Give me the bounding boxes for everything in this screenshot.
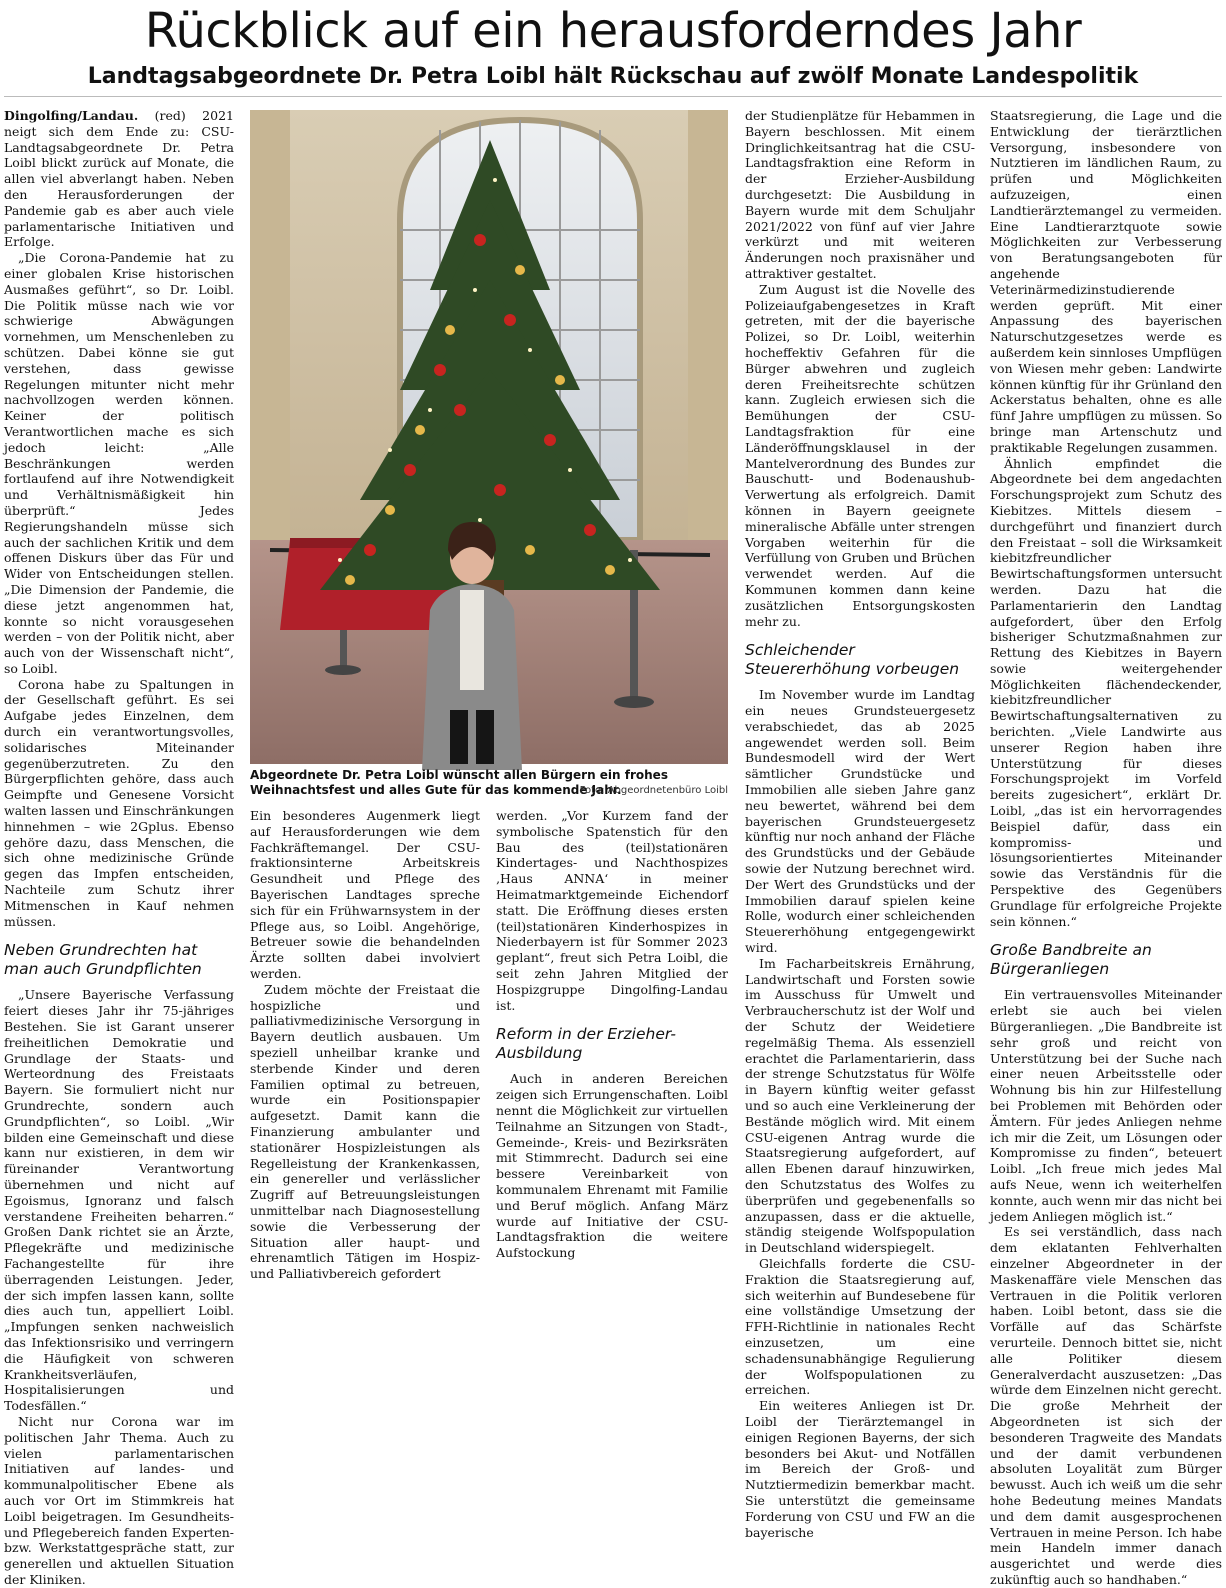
paragraph: Ein besonderes Augenmerk liegt auf Herausforderungen wie dem Fachkräftemangel. Der CSU-fraktionsinterne Arbeitskreis Gesundheit und Pflege des Bayerischen Landtages spreche sich für ein Frühwarnsystem in der Pflege aus, so Loibl. Angehörige, Betreuer sowie die behandelnden Ärzte sollten dabei involviert werden.	[250, 808, 480, 981]
paragraph: Zum August ist die Novelle des Polizeiaufgabengesetzes in Kraft getreten, mit der die bayerische Polizei, so Dr. Loibl, weiterhin hocheffektiv Gefahren für die Bürger abwehren und zugleich deren Freiheitsrechte schützen kann. Zugleich erwiesen sich die Bemühungen der CSU-Landtagsfraktion für eine Länderöffnungsklausel in der Mantelverordnung des Bundes zur Bauschutt- und Bodenaushub-Verwertung als erfolgreich. Damit können in Bayern geeignete mineralische Abfälle unter strengen Vorgaben weiterhin für die Verfüllung von Gruben und Brüchen verwendet werden. Auf die Kommunen kommen dann keine zusätzlichen Entsorgungskosten mehr zu.	[745, 281, 975, 629]
paragraph: Im Facharbeitskreis Ernährung, Landwirtschaft und Forsten sowie im Ausschuss für Umwelt und Verbraucherschutz ist der Wolf und der Schutz der Weidetiere regelmäßig Thema. Als essenziell erachtet die Parlamentarierin, dass der strenge Schutzstatus für Wölfe in Bayern künftig weiter gefasst und so auch eine Verkleinerung der Bestände möglich wird. Mit einem CSU-eigenen Antrag wurde die Staatsregierung aufgefordert, auf allen Ebenen darauf hinzuwirken, den Schutzstatus des Wolfes zu überprüfen und gegebenenfalls so anzupassen, dass er die aktuelle, ständig steigende Wolfspopulation in Deutschland widerspiegelt.	[745, 955, 975, 1256]
paragraph: Gleichfalls forderte die CSU-Fraktion die Staatsregierung auf, sich weiterhin auf Bundesebene für eine vollständige Umsetzung der FFH-Richtlinie in nationales Recht einzusetzen, um eine schadensunabhängige Regulierung der Wolfspopulationen zu erreichen.	[745, 1255, 975, 1398]
paragraph: Corona habe zu Spaltungen in der Gesellschaft geführt. Es sei Aufgabe jedes Einzelnen, dem durch ein verantwortungsvolles, solidarisches Miteinander gegenüberzutreten. Zu den Bürgerpflichten gehöre, dass auch Geimpfte und Genesene Vorsicht walten lassen und Einschränkungen hinnehmen – wie 2Gplus. Ebenso gehöre dazu, dass Menschen, die sich ohne medizinische Gründe gegen das Impfen entscheiden, Nachteile zum Schutz ihrer Mitmenschen in Kauf nehmen müssen.	[4, 676, 234, 929]
photo-caption	[250, 768, 728, 798]
paragraph: werden. „Vor Kurzem fand der symbolische Spatenstich für den Bau des (teil)stationären Kindertages- und Nachthospizes ‚Haus ANNA‘ in meiner Heimatmarktgemeinde Eichendorf statt. Die Eröffnung dieses ersten (teil)stationären Kinderhospizes in Niederbayern ist für Sommer 2023 geplant“, freut sich Petra Loibl, die seit zehn Jahren Mitglied der Hospizgruppe Dingolfing-Landau ist.	[496, 808, 728, 1013]
article-column-5	[990, 108, 1222, 1587]
section-heading: Neben Grundrechten hat man auch Grundpflichten	[4, 941, 202, 979]
paragraph: Im November wurde im Landtag ein neues Grundsteuergesetz verabschiedet, das ab 2025 angewendet werden soll. Beim Bundesmodell wird der Wert sämtlicher Grundstücke und Immobilien alle sieben Jahre ganz neu bewertet, während bei dem bayerischen Grundsteuergesetz künftig nur noch anhand der Fläche des Grundstücks und der Gebäude sowie der Nutzung berechnet wird. Der Wert des Grundstücks und der Immobilien darauf spielen keine Rolle, wodurch einer schleichenden Steuererhöhung entgegengewirkt wird.	[745, 687, 975, 956]
article-column-4	[745, 108, 975, 1540]
paragraph: Zudem möchte der Freistaat die hospizliche und palliativmedizinische Versorgung in Bayern deutlich ausbauen. Um speziell unheilbar kranke und sterbende Kinder und deren Familien optimal zu betreuen, wurde ein Positionspapier aufgesetzt. Damit kann die Finanzierung ambulanter und stationärer Hospizleistungen als Regelleistung der Krankenkassen, ein genereller und verlässlicher Zugriff auf Betreuungsleistungen unmittelbar nach Diagnosestellung sowie die Verbesserung der Situation aller haupt- und ehrenamtlich Tätigen im Hospiz- und Palliativbereich gefordert	[250, 981, 480, 1282]
headline: Rückblick auf ein herausforderndes Jahr	[144, 3, 1082, 59]
paragraph: Ein weiteres Anliegen ist Dr. Loibl der Tierärztemangel in einigen Regionen Bayerns, der sich besonders bei Akut- und Notfällen im Bereich der Groß- und Nutztiermedizin bemerkbar macht. Sie unterstützt die gemeinsame Forderung von CSU und FW an die bayerische	[745, 1398, 975, 1540]
paragraph	[4, 108, 234, 250]
paragraph: „Die Corona-Pandemie hat zu einer globalen Krise historischen Ausmaßes geführt“, so Dr. Loibl. Die Politik müsse nach wie vor schwierige Abwägungen vornehmen, um Menschenleben zu schützen. Dabei könne sie gut verstehen, dass gewisse Regelungen mitunter nicht mehr nachvollzogen werden können. Keiner der politisch Verantwortlichen mache es sich jedoch leicht: „Alle Beschränkungen werden fortlaufend auf ihre Notwendigkeit und Verhältnismäßigkeit hin überprüft.“ Jedes Regierungshandeln müsse sich auch der sachlichen Kritik und dem offenen Diskurs über das Für und Wider von Entscheidungen stellen. „Die Dimension der Pandemie, die diese jetzt angenommen hat, konnte so nicht vorausgesehen werden – von der Politik nicht, aber auch von der Wissenschaft nicht“, so Loibl.	[4, 250, 234, 676]
paragraph-text: (red) 2021 neigt sich dem Ende zu: CSU-Landtagsabgeordnete Dr. Petra Loibl blickt zurück auf Monate, die allen viel abverlangt haben. Neben den Herausforderungen der Pandemie gab es aber auch viele parlamentarische Initiativen und Erfolge.	[4, 108, 234, 250]
dateline: Dingolfing/Landau.	[4, 108, 139, 123]
paragraph: Nicht nur Corona war im politischen Jahr Thema. Auch zu vielen parlamentarischen Initiativen auf landes- und kommunalpolitischer Ebene als auch vor Ort im Stimmkreis hat Loibl beigetragen. Im Gesundheits- und Pflegebereich fanden Experten- bzw. Werkstattgespräche statt, zur generellen und aktuellen Situation der Kliniken.	[4, 1413, 234, 1587]
article-column-3	[496, 808, 728, 1480]
subheadline: Landtagsabgeordnete Dr. Petra Loibl hält Rückschau auf zwölf Monate Landespolitik	[87, 64, 1139, 89]
paragraph: Ein vertrauensvolles Miteinander erlebt sie auch bei vielen Bürgeranliegen. „Die Bandbreite ist sehr groß und reicht von Unterstützung bei der Suche nach einer neuen Arbeitsstelle oder Wohnung bis hin zur Hilfestellung bei Problemen mit Behörden oder Ämtern. Für jedes Anliegen nehme ich mir die Zeit, um Lösungen oder Kompromisse zu finden“, beteuert Loibl. „Ich freue mich jedes Mal aufs Neue, wenn ich weiterhelfen konnte, auch wenn mir das nicht bei jedem Anliegen möglich ist.“	[990, 987, 1222, 1224]
section-heading: Große Bandbreite an Bürgeranliegen	[990, 941, 1152, 979]
paragraph: Ähnlich empfindet die Abgeordnete bei dem angedachten Forschungsprojekt zum Schutz des Kiebitzes. Mittels diesem – durchgeführt und finanziert durch den Freistaat – soll die Wirksamkeit kiebitzfreundlicher Bewirtschaftungsformen untersucht werden. Dazu hat die Parlamentarierin den Landtag aufgefordert, über den Erfolg bisheriger Schutzmaßnahmen zur Rettung des Kiebitzes in Bayern sowie weitergehender Möglichkeiten flächendeckender, kiebitzfreundlicher Bewirtschaftungsalternativen zu berichten. „Viele Landwirte aus unserer Region haben ihre Unterstützung für dieses Forschungsprojekt im Vorfeld bereits zugesichert“, erklärt Dr. Loibl, „das ist ein hervorragendes Beispiel dafür, dass ein kompromiss- und lösungsorientiertes Miteinander sowie das Verständnis für die Perspektive des Gegenübers Grundlage für erfolgreiche Projekte sein können.“	[990, 455, 1222, 929]
article-column-2	[250, 808, 480, 1480]
caption-text: Abgeordnete Dr. Petra Loibl wünscht allen Bürgern ein frohes Weihnachtsfest und alles Gute für das kommende Jahr.	[250, 768, 668, 797]
article-photo	[250, 110, 728, 764]
section-heading: Schleichender Steuererhöhung vorbeugen	[745, 641, 960, 679]
paragraph: der Studienplätze für Hebammen in Bayern beschlossen. Mit einem Dringlichkeitsantrag hat die CSU-Landtagsfraktion eine Reform in der Erzieher-Ausbildung durchgesetzt: Die Ausbildung in Bayern wurde mit dem Schuljahr 2021/2022 von fünf auf vier Jahre verkürzt und mit weiteren Änderungen noch praxisnäher und attraktiver gestaltet.	[745, 108, 975, 281]
photo-credit: Foto: Abgeordnetenbüro Loibl	[579, 785, 728, 796]
article-column-1	[4, 108, 234, 1587]
paragraph: Staatsregierung, die Lage und die Entwicklung der tierärztlichen Versorgung, insbesondere von Nutztieren im ländlichen Raum, zu prüfen und Möglichkeiten aufzuzeigen, einen Landtierärztemangel zu vermeiden. Eine Landtierarztquote sowie Möglichkeiten zur Verbesserung von Beratungsangeboten für angehende Veterinärmedizinstudierende werden geprüft. Mit einer Anpassung des bayerischen Naturschutzgesetzes werde es außerdem kein sinnloses Umpflügen von Wiesen mehr geben: Landwirte können künftig für ihr Grünland den Ackerstatus behalten, ohne es alle fünf Jahre umpflügen zu müssen. So bringe man Artenschutz und praktikable Regelungen zusammen.	[990, 108, 1222, 455]
paragraph: Auch in anderen Bereichen zeigen sich Errungenschaften. Loibl nennt die Möglichkeit zur virtuellen Teilnahme an Sitzungen von Stadt-, Gemeinde-, Kreis- und Bezirksräten mit Stimmrecht. Dadurch sei eine bessere Vereinbarkeit von kommunalem Ehrenamt mit Familie und Beruf möglich. Anfang März wurde auf Initiative der CSU-Landtagsfraktion die weitere Aufstockung	[496, 1071, 728, 1261]
section-heading: Reform in der Erzieher-Ausbildung	[496, 1025, 676, 1063]
paragraph: Es sei verständlich, dass nach dem eklatanten Fehlverhalten einzelner Abgeordneter in der Maskenaffäre viele Menschen das Vertrauen in die Politik verloren haben. Loibl betont, dass sie die Vorfälle auf das Schärfste verurteile. Dennoch bittet sie, nicht alle Politiker diesem Generalverdacht auszusetzen: „Das würde dem Einzelnen nicht gerecht. Die große Mehrheit der Abgeordneten ist sich der besonderen Tragweite des Mandats und der damit verbundenen absoluten Loyalität zum Bürger bewusst. Auch ich weiß um die sehr hohe Bedeutung meines Mandats und dem damit ausgesprochenen Vertrauen in meine Person. Ich habe mein Handeln immer danach ausgerichtet und werde dies zukünftig auch so handhaben.“	[990, 1224, 1222, 1587]
header-rule	[4, 96, 1222, 97]
paragraph: „Unsere Bayerische Verfassung feiert dieses Jahr ihr 75-jähriges Bestehen. Sie ist Garant unserer freiheitlichen Demokratie und Grundlage der Staats- und Werteordnung des Freistaats Bayern. Sie formuliert nicht nur Grundrechte, sondern auch Grundpflichten“, so Loibl. „Wir bilden eine Gemeinschaft und diese kann nur existieren, in dem wir füreinander Verantwortung übernehmen und nicht auf Egoismus, Ignoranz und falsch verstandene Freiheiten beharren.“ Großen Dank richtet sie an Ärzte, Pflegekräfte und medizinische Fachangestellte für ihre überragenden Leistungen. Jeder, der sich impfen lassen kann, sollte dies auch tun, appelliert Loibl. „Impfungen senken nachweislich das Infektionsrisiko und verringern die Häufigkeit von schweren Krankheitsverläufen, Hospitalisierungen und Todesfällen.“	[4, 987, 234, 1414]
